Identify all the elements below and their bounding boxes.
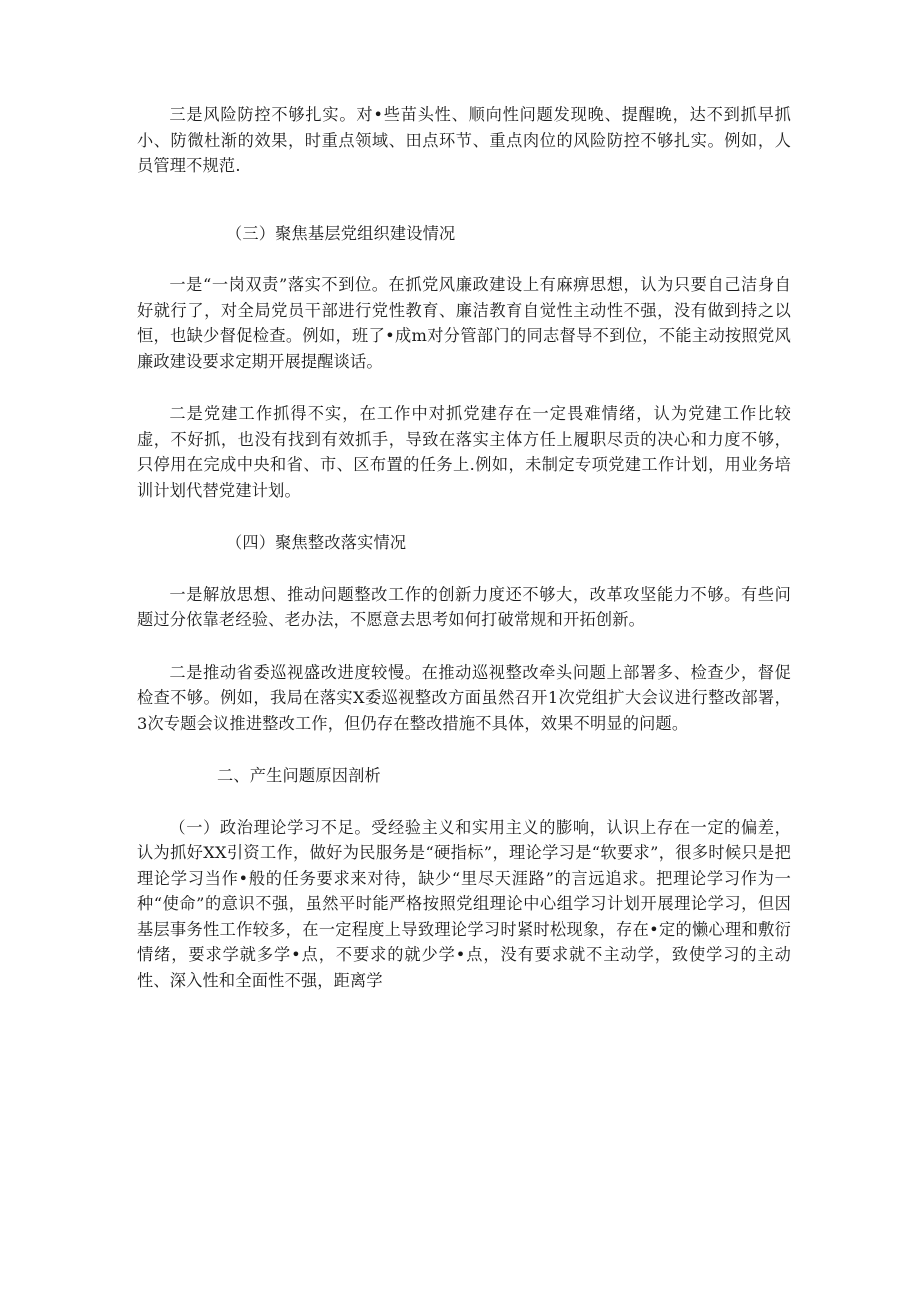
section-heading-cause-analysis: 二、产生问题原因剖析 [217, 766, 381, 785]
section-heading-rectification: （四）聚焦整改落实情况 [226, 533, 407, 552]
document-body [137, 102, 791, 993]
paragraph-theory-study: （一）政治理论学习不足。受经验主义和实用主义的膨响，认识上存在一定的偏差，认为抓好XX引资工作，做好为民服务是“硬指标”，理论学习是“软要求”，很多时候只是把理论学习当作•般的任务要求来对待，缺少“里尽天涯路”的言远追求。把理论学习作为一种“使命”的意识不强，虽然平时能严格按照党组理论中心组学习计划开展理论学习，但因基层事务性工作较多，在一定程度上导致理论学习时紧时松现象，存在•定的懒心理和敷衍情绪，要求学就多学•点，不要求的就少学•点，没有要求就不主动学，致使学习的主动性、深入性和全面性不强，距离学 [137, 817, 791, 990]
paragraph-emancipate-mind: 一是解放思想、推动问题整改工作的创新力度还不够大，改革攻坚能力不够。有些问题过分依靠老经验、老办法，不愿意去思考如何打破常规和开拓创新。 [137, 584, 791, 629]
paragraph-dual-responsibility: 一是“一岗双责”落实不到位。在抓党风廉政建设上有麻痹思想，认为只要自己洁身自好就行了，对全局党员干部进行党性教育、廉洁教育自觉性主动性不强，没有做到持之以恒，也缺少督促检查。例如，班了•成m对分管部门的同志督导不到位，不能主动按照党风廉政建设要求定期开展提醒谈话。 [137, 275, 791, 371]
paragraph-party-building: 二是党建工作抓得不实，在工作中对抓党建存在一定畏难情绪，认为党建工作比较虚，不好抓，也没有找到有效抓手，导致在落实主体方任上履职尽贡的决心和力度不够，只停用在完成中央和省、市、区布置的任务上.例如，未制定专项党建工作计划，用业务培训计划代替党建计划。 [137, 404, 791, 500]
paragraph-risk-control: 三是风险防控不够扎实。对•些苗头性、顺向性问题发现晚、提醒晚，达不到抓早抓小、防微杜渐的效果，时重点领域、田点环节、重点肉位的风险防控不够扎实。例如，人员管理不规范. [137, 105, 791, 175]
paragraph-inspection-rectification: 二是推动省委巡视盛改进度较慢。在推动巡视整改牵头问题上部署多、检查少，督促检查不够。例如，我局在落实X委巡视整改方面虽然召开1次党组扩大会议进行整改部署，3次专题会议推进整改工作，但仍存在整改措施不具体，效果不明显的问题。 [137, 662, 791, 733]
section-heading-grassroots: （三）聚焦基层党组织建设情况 [226, 223, 456, 243]
